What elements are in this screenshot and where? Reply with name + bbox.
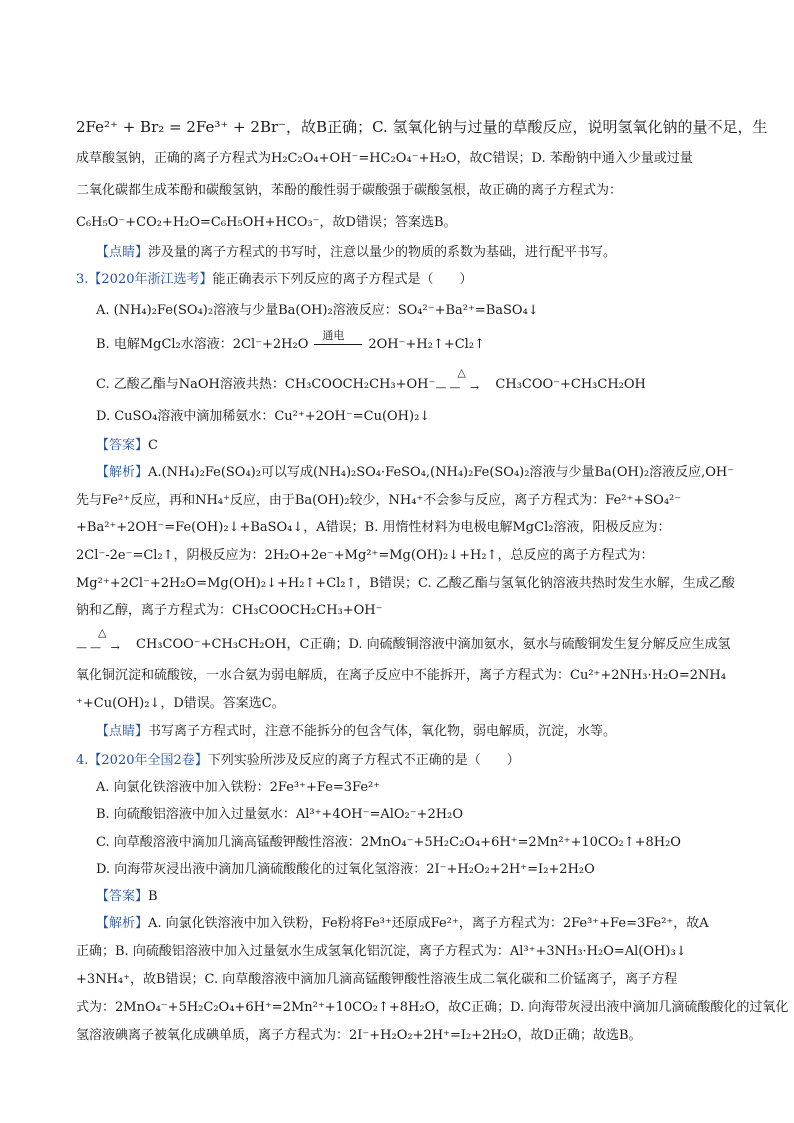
text-line: +3NH₄⁺，故B错误；C. 向草酸溶液中滴加几滴高锰酸钾酸性溶液生成二氧化碳和二价锰离子，离子方程: [76, 972, 678, 987]
option-text-after: CH₃COO⁻+CH₃CH₂OH: [495, 377, 646, 392]
text-line: 先与Fe²⁺反应，再和NH₄⁺反应，由于Ba(OH)₂较少，NH₄⁺不会参与反应，离子方程式为：Fe²⁺+SO₄²⁻: [76, 493, 682, 508]
text-line: 二氧化碳都生成苯酚和碳酸氢钠，苯酚的酸性弱于碳酸强于碳酸氢根，故正确的离子方程式为：: [76, 183, 623, 198]
analysis-tag: 【解析】: [96, 916, 149, 931]
condition-label: 通电: [322, 329, 345, 342]
analysis-text: A.(NH₄)₂Fe(SO₄)₂可以写成(NH₄)₂SO₄·FeSO₄,(NH₄)₂Fe(SO₄)₂溶液与少量Ba(OH)₂溶液反应,OH⁻: [148, 465, 735, 480]
tip-line: [96, 723, 756, 741]
text-line: 氢溶液碘离子被氧化成碘单质，离子方程式为：2I⁻+H₂O₂+2H⁺=I₂+2H₂O，故D正确；故选B。: [76, 1028, 642, 1043]
question-source: 3.【2020年浙江选考】: [76, 272, 213, 287]
tip-text: 书写离子方程式时，注意不能拆分的包含气体，氧化物，弱电解质，沉淀，水等。: [148, 724, 617, 739]
option-text-after: 2OH⁻+H₂↑+Cl₂↑: [368, 337, 485, 352]
analysis-line: [96, 915, 756, 933]
text-after: CH₃COO⁻+CH₃CH₂OH，C正确；D. 向硫酸铜溶液中滴加氨水，氨水与硫酸铜发生复分解反应生成氢: [136, 637, 731, 652]
option-c: C. 向草酸溶液中滴加几滴高锰酸钾酸性溶液：2MnO₄⁻+5H₂C₂O₄+6H⁺=2Mn²⁺+10CO₂↑+8H₂O: [96, 835, 681, 850]
answer-line: [96, 888, 756, 906]
text-line: Mg²⁺+2Cl⁻+2H₂O=Mg(OH)₂↓+H₂↑+Cl₂↑，B错误；C. 乙酸乙酯与氢氧化钠溶液共热时发生水解，生成乙酸: [76, 576, 735, 591]
option-text: C. 乙酸乙酯与NaOH溶液共热：CH₃COOCH₂CH₃+OH⁻: [96, 377, 436, 392]
condition-arrow: [308, 329, 368, 352]
option-a: A. (NH₄)₂Fe(SO₄)₂溶液与少量Ba(OH)₂溶液反应：SO₄²⁻+Ba²⁺=BaSO₄↓: [96, 303, 539, 318]
question-3-stem: [76, 271, 736, 289]
question-4-stem: [76, 752, 736, 770]
text-line: 2Fe²⁺ + Br₂ = 2Fe³⁺ + 2Br⁻，故B正确；C. 氢氧化钠与过量的草酸反应，说明氢氧化钠的量不足，生: [76, 118, 768, 136]
option-c: [96, 366, 756, 394]
tip-text: 涉及量的离子方程式的书写时，注意以量少的物质的系数为基础，进行配平书写。: [148, 245, 617, 260]
text-line: 钠和乙醇，离子方程式为：CH₃COOCH₂CH₃+OH⁻: [76, 603, 383, 618]
analysis-line: [96, 464, 756, 482]
option-b: B. 向硫酸铝溶液中加入过量氨水：Al³⁺+4OH⁻=AlO₂⁻+2H₂O: [96, 807, 463, 822]
text-line: ⁺+Cu(OH)₂↓，D错误。答案选C。: [76, 696, 285, 711]
tip-line: [96, 244, 756, 262]
question-text: 能正确表示下列反应的离子方程式是（ ）: [212, 272, 473, 287]
answer-tag: 【答案】: [96, 889, 149, 904]
text-line: 成草酸氢钠，正确的离子方程式为H₂C₂O₄+OH⁻=HC₂O₄⁻+H₂O，故C错误；D. 苯酚钠中通入少量或过量: [76, 151, 693, 166]
text-line: 正确；B. 向硫酸铝溶液中加入过量氨水生成氢氧化铝沉淀，离子方程式为：Al³⁺+3NH₃·H₂O=Al(OH)₃↓: [76, 944, 687, 959]
heat-arrow: △ —— →: [76, 626, 123, 654]
text-line: 式为：2MnO₄⁻+5H₂C₂O₄+6H⁺=2Mn²⁺+10CO₂↑+8H₂O，故C正确；D. 向海带灰浸出液中滴加几滴硫酸酸化的过氧化: [76, 1000, 789, 1015]
question-source: 4.【2020年全国2卷】: [76, 753, 208, 768]
question-text: 下列实验所涉及反应的离子方程式不正确的是（ ）: [207, 753, 520, 768]
text-line: [76, 626, 736, 654]
answer-value: B: [148, 889, 158, 904]
text-line: +Ba²⁺+2OH⁻=Fe(OH)₂↓+BaSO₄↓，A错误；B. 用惰性材料为电极电解MgCl₂溶液，阳极反应为：: [76, 520, 671, 535]
answer-tag: 【答案】: [96, 438, 149, 453]
heat-label: △: [98, 626, 107, 639]
tip-tag: 【点睛】: [96, 724, 149, 739]
text-line: 2Cl⁻-2e⁻=Cl₂↑，阴极反应为：2H₂O+2e⁻+Mg²⁺=Mg(OH)₂↓+H₂↑，总反应的离子方程式为：: [76, 548, 654, 563]
option-text: B. 电解MgCl₂水溶液：2Cl⁻+2H₂O: [96, 337, 309, 352]
text-line: C₆H₅O⁻+CO₂+H₂O=C₆H₅OH+HCO₃⁻，故D错误；答案选B。: [76, 215, 457, 230]
analysis-text: A. 向氯化铁溶液中加入铁粉，Fe粉将Fe³⁺还原成Fe²⁺，离子方程式为：2Fe³⁺+Fe=3Fe²⁺，故A: [148, 916, 709, 931]
option-b: [96, 329, 756, 354]
answer-line: [96, 437, 756, 455]
option-d: D. CuSO₄溶液中滴加稀氨水：Cu²⁺+2OH⁻=Cu(OH)₂↓: [96, 409, 431, 424]
answer-value: C: [148, 438, 158, 453]
heat-arrow: △ —— →: [435, 366, 483, 394]
analysis-tag: 【解析】: [96, 465, 149, 480]
text-line: 氧化铜沉淀和硫酸铵，一水合氨为弱电解质，在离子反应中不能拆开，离子方程式为：Cu²⁺+2NH₃·H₂O=2NH₄: [76, 668, 726, 683]
tip-tag: 【点睛】: [96, 245, 149, 260]
heat-label: △: [457, 366, 466, 379]
option-a: A. 向氯化铁溶液中加入铁粉：2Fe³⁺+Fe=3Fe²⁺: [96, 780, 381, 795]
option-d: D. 向海带灰浸出液中滴加几滴硫酸酸化的过氧化氢溶液：2I⁻+H₂O₂+2H⁺=I₂+2H₂O: [96, 862, 595, 877]
